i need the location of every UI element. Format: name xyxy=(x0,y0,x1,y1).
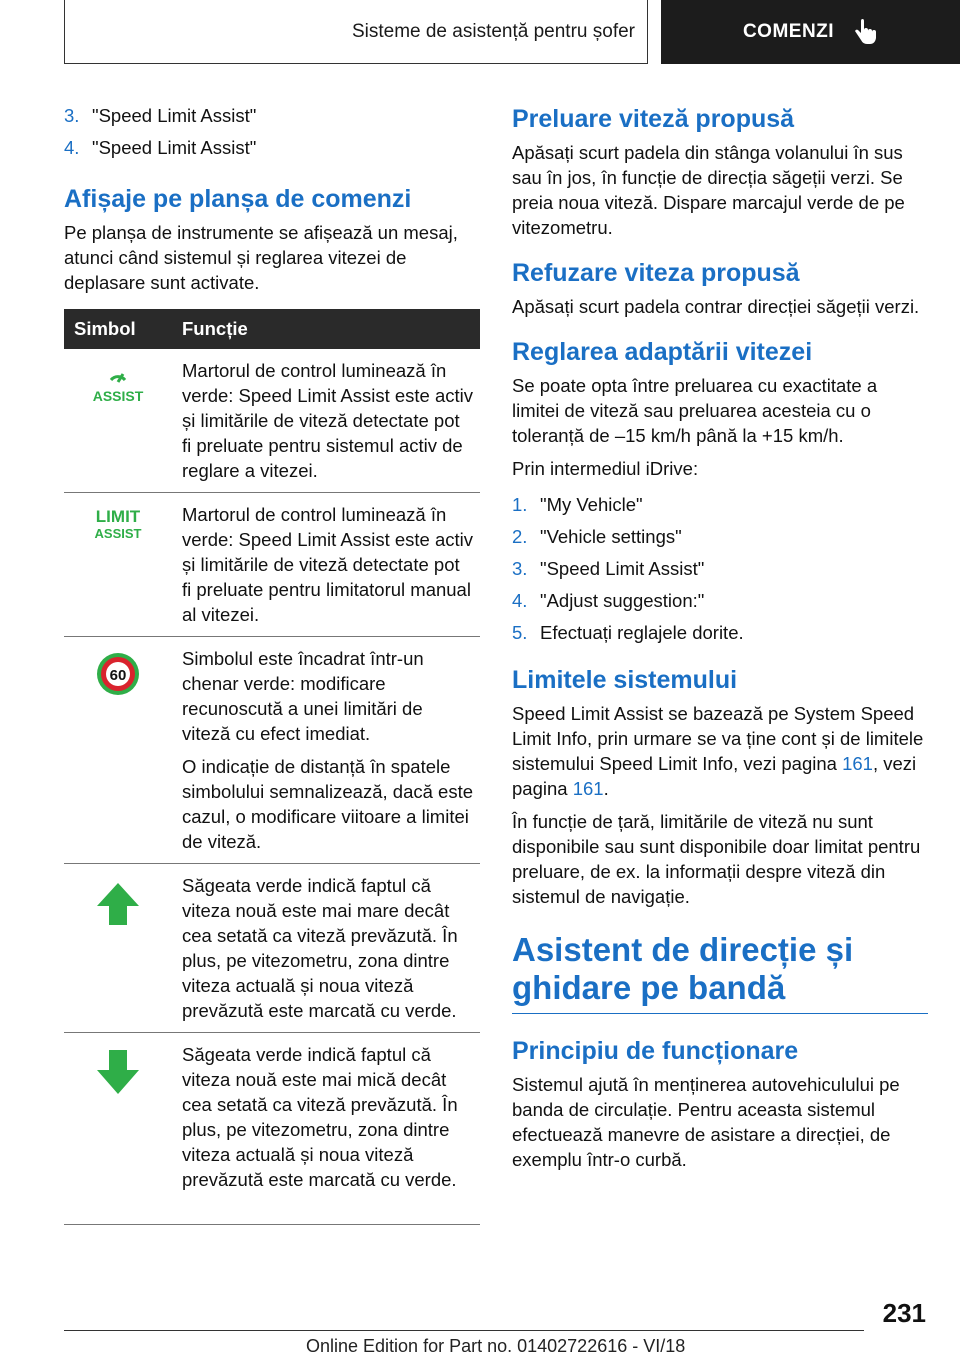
chapter-heading: Asistent de direcție și ghidare pe bandă xyxy=(512,931,928,1014)
list-item: 3. "Speed Limit Assist" xyxy=(64,105,257,126)
table-cell-function: Martorul de control luminează în verde: Speed Limit Assist este activ și limitările de viteză detectate pot fi preluate pentru sistemul activ de reglare a vitezei. xyxy=(172,349,480,493)
arrow-up-icon xyxy=(83,873,153,933)
paragraph: Sistemul ajută în menținerea autovehiculului pe banda de circulație. Pentru aceasta sistemul efectuează manevre de asistare a direcției, de exemplu într-o curbă. xyxy=(512,1074,900,1170)
steps-list xyxy=(512,489,928,649)
table-row xyxy=(64,864,480,1033)
paragraph: Apăsați scurt padela din stânga volanului în sus sau în jos, în funcție de direcția săgeții verzi. Se preia noua viteză. Dispare marcajul verde de pe vitezometru. xyxy=(512,142,905,238)
section-heading-refuse-speed: Refuzare viteza propusă xyxy=(512,259,800,287)
page-number: 231 xyxy=(882,1298,926,1328)
table-row xyxy=(64,1033,480,1225)
list-item: 3. "Speed Limit Assist" xyxy=(512,558,705,579)
list-item: 1. "My Vehicle" xyxy=(512,494,643,515)
header-tab[interactable] xyxy=(661,0,960,64)
table-cell-function: Martorul de control luminează în verde: Speed Limit Assist este activ și limitările de viteză detectate pot fi preluate pentru limitatorul manual al vitezei. xyxy=(172,493,480,637)
header-tab-label: COMENZI xyxy=(742,21,835,42)
speed-limit-sign-icon xyxy=(83,646,153,702)
footer-edition: Online Edition for Part no. 01402722616 - VI/18 xyxy=(306,1336,686,1356)
paragraph: Prin intermediul iDrive: xyxy=(512,458,699,479)
list-item: 5. Efectuați reglajele dorite. xyxy=(512,622,744,643)
table-cell-function: Simbolul este încadrat într-un chenar verde: modificare recunoscută a unei limitări de viteză cu efect imediat. xyxy=(182,648,424,744)
header-section-title: Sisteme de asistență pentru șofer xyxy=(351,20,635,42)
section-heading-displays: Afișaje pe planșa de comenzi xyxy=(64,185,412,213)
table-row xyxy=(64,349,480,493)
paragraph: Se poate opta între preluarea cu exactitate a limitei de viteză sau preluarea acesteia cu o toleranță de –15 km/h până la +15 km/h. xyxy=(512,375,878,446)
assist-icon-label: ASSIST xyxy=(92,388,144,404)
page-link[interactable]: 161 xyxy=(842,753,873,774)
table-row xyxy=(64,493,480,637)
table-row xyxy=(64,637,480,864)
paragraph: Apăsați scurt padela contrar direcției săgeții verzi. xyxy=(512,296,920,317)
footer-divider xyxy=(64,1330,864,1331)
table-cell-function: Săgeata verde indică faptul că viteza nouă este mai mare decât cea setată ca viteză prevăzută. În plus, pe vitezometru, zona dintre viteza actuală și noua viteză prevăzută este marcată cu verde. xyxy=(172,864,480,1033)
header-section xyxy=(64,0,648,64)
speed-value-label: 60 xyxy=(109,667,127,684)
table-cell-function: Săgeata verde indică faptul că viteza nouă este mai mică decât cea setată ca viteză prevăzută. În plus, pe vitezometru, zona dintre viteza actuală și noua viteză prevăzută este marcată cu verde. xyxy=(172,1033,480,1225)
list-item: 2. "Vehicle settings" xyxy=(512,526,682,547)
steps-list xyxy=(64,100,480,164)
list-item: 4. "Speed Limit Assist" xyxy=(64,137,257,158)
assist-icon xyxy=(83,358,153,408)
limit-assist-icon xyxy=(83,502,153,546)
right-column xyxy=(512,100,928,1180)
section-heading-principle: Principiu de funcționare xyxy=(512,1037,799,1065)
hand-pointer-icon xyxy=(852,17,878,47)
list-item: 4. "Adjust suggestion:" xyxy=(512,590,705,611)
table-header-symbol: Simbol xyxy=(64,309,172,349)
intro-paragraph: Pe planșa de instrumente se afișează un mesaj, atunci când sistemul și reglarea vitezei de deplasare sunt activate. xyxy=(64,222,458,293)
section-heading-speed-adjust: Reglarea adaptării vitezei xyxy=(512,338,813,366)
paragraph: Speed Limit Assist se bazează pe System Speed Limit Info, prin urmare se va ține cont și de limitele sistemului Speed Limit Info, vezi pagina 161, vezi pagina 161. xyxy=(512,703,924,799)
assist-icon-label: ASSIST xyxy=(94,526,142,541)
left-column xyxy=(64,100,480,1225)
section-heading-system-limits: Limitele sistemului xyxy=(512,666,738,694)
arrow-down-icon xyxy=(83,1042,153,1102)
table-header-function: Funcție xyxy=(172,309,480,349)
section-heading-accept-speed: Preluare viteză propusă xyxy=(512,105,795,133)
symbols-table xyxy=(64,309,480,1225)
page-link[interactable]: 161 xyxy=(572,778,604,799)
table-cell-function-note: O indicație de distanță în spatele simbolului semnalizează, dacă este cazul, o modificare viitoare a limitei de viteză. xyxy=(182,756,474,852)
limit-icon-label: LIMIT xyxy=(95,507,141,526)
paragraph: În funcție de țară, limitările de viteză nu sunt disponibile sau sunt disponibile doar limitat pentru preluare, de ex. la informații despre viteză din sistemul de navigație. xyxy=(512,811,921,907)
